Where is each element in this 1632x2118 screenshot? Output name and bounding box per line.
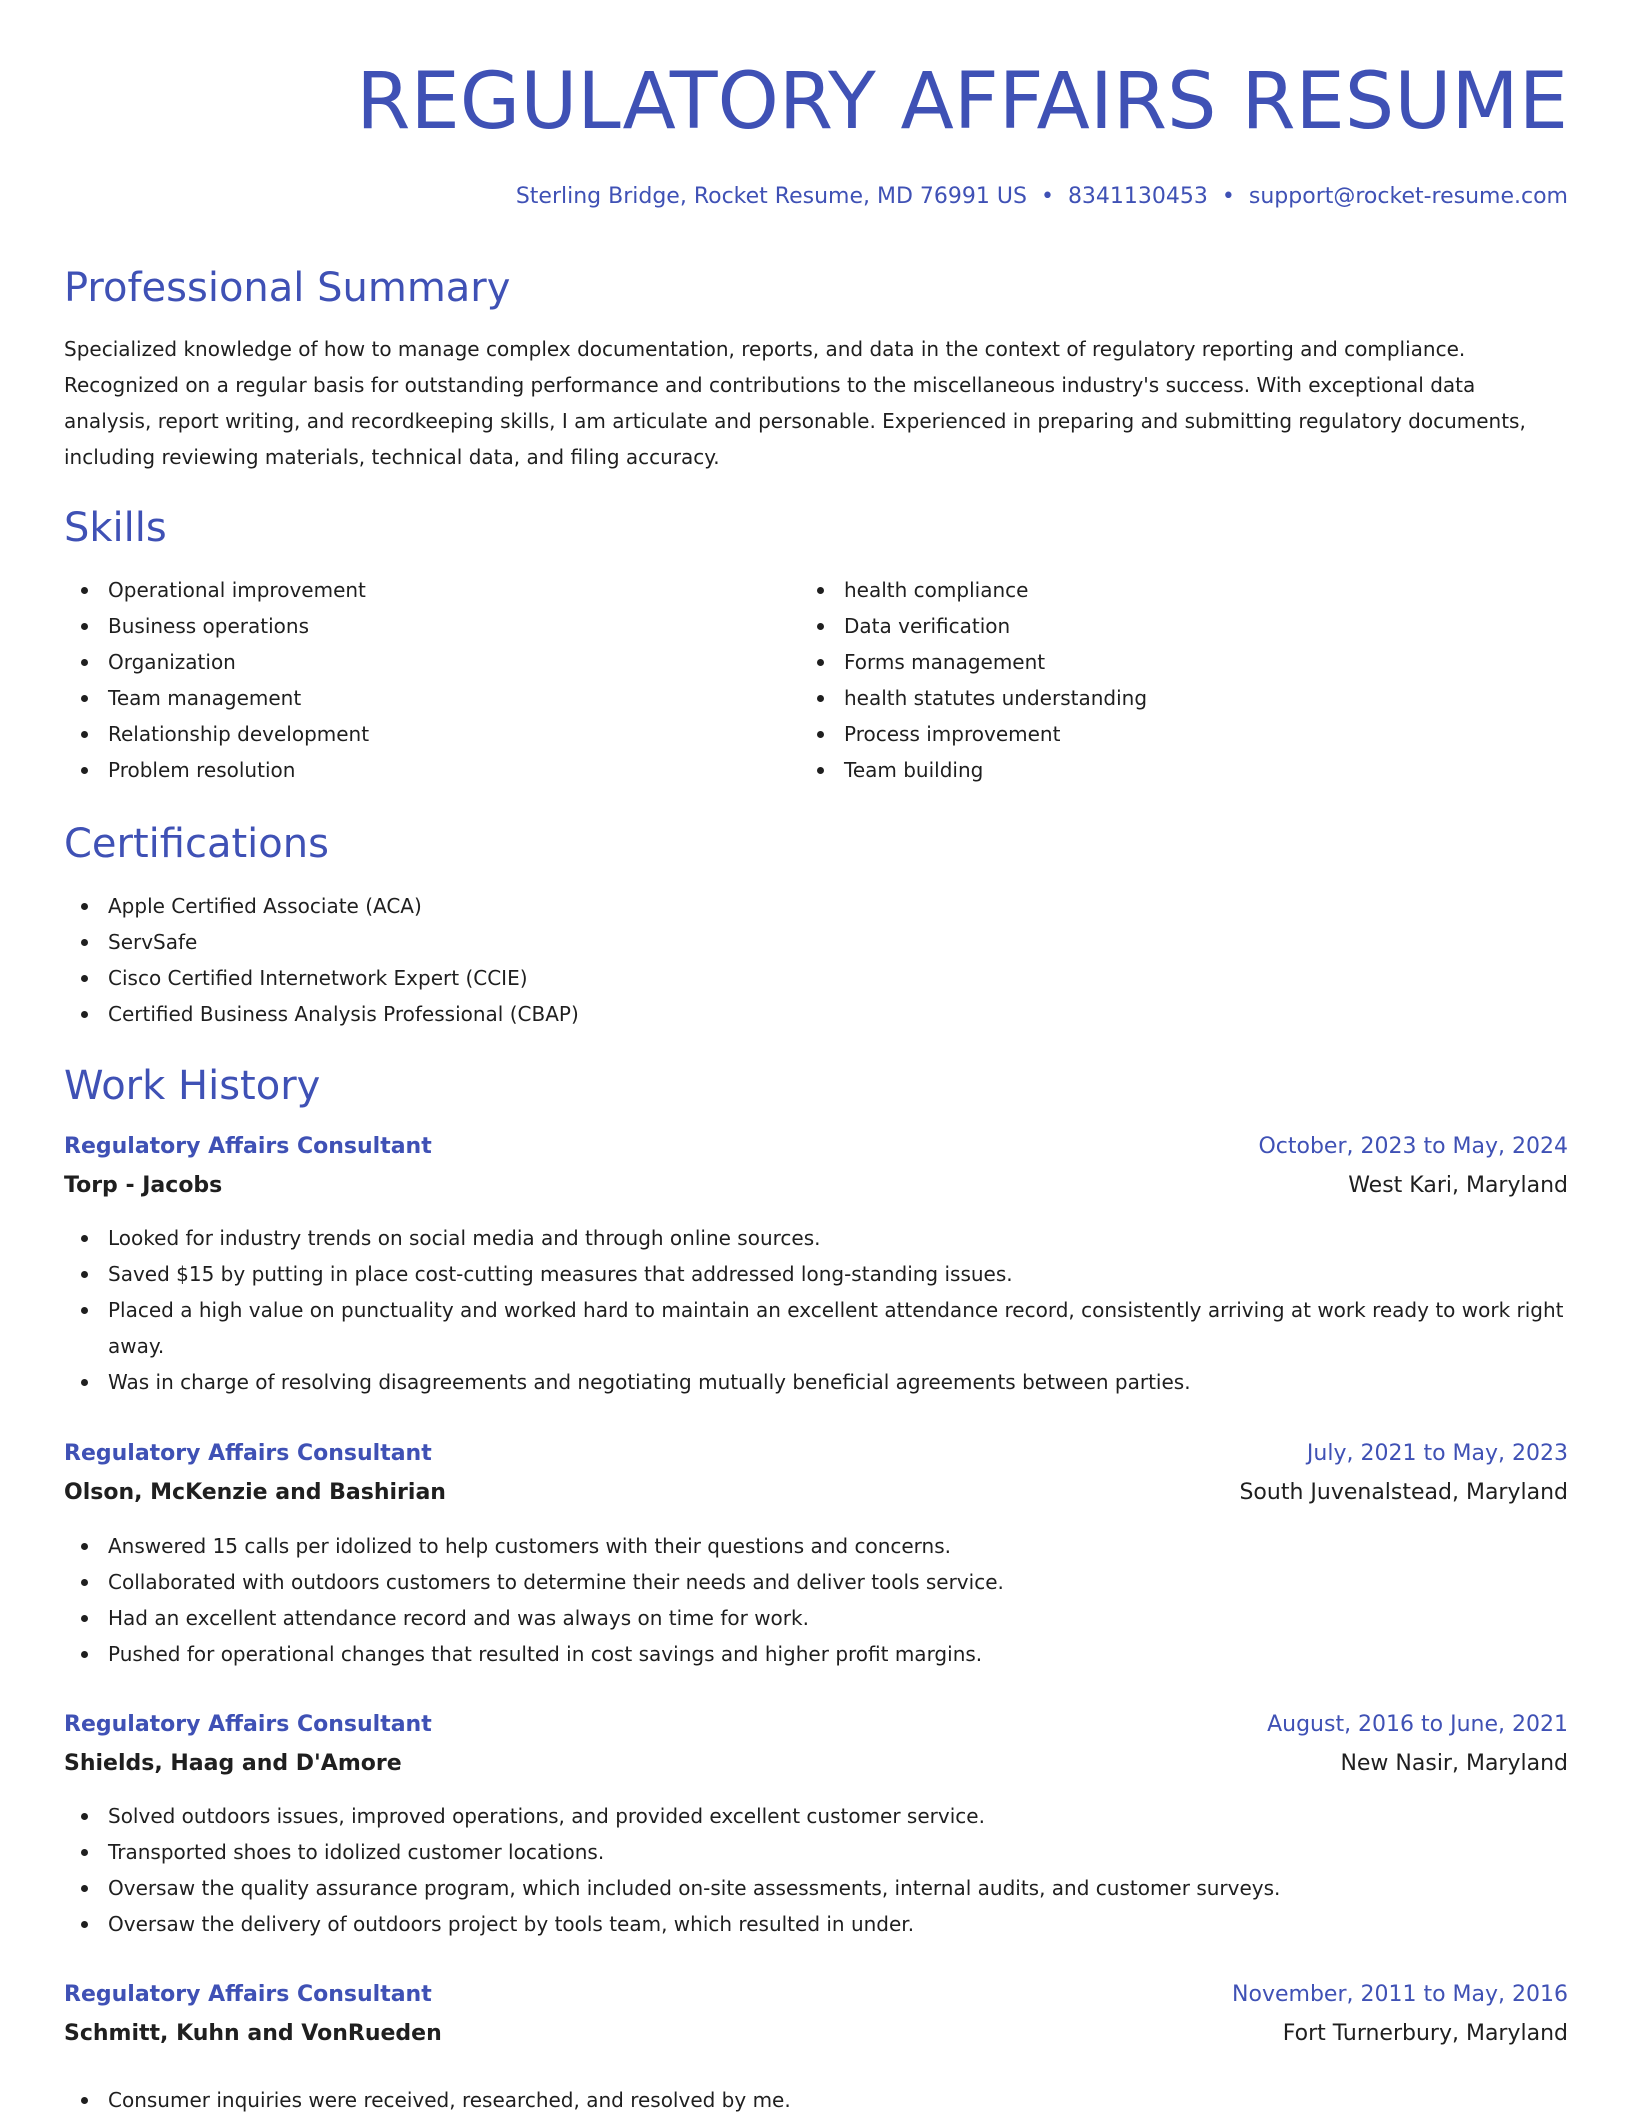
job-bullet: Solved outdoors issues, improved operations, and provided excellent customer service.	[64, 1798, 1568, 1834]
job-title: Regulatory Affairs Consultant	[64, 1982, 432, 2007]
summary-text: Specialized knowledge of how to manage complex documentation, reports, and data in the context of regulatory reporting and compliance. Recognized on a regular basis for outstanding performance and contributions to the miscellaneous industry's success. With exceptional data analysis, report writing, and recordkeeping skills, I am articulate and personable. Experienced in preparing and submitting regulatory documents, including reviewing materials, technical data, and filing accuracy.	[64, 337, 1526, 469]
job-bullets	[64, 1528, 1568, 1672]
contact-separator: •	[1040, 184, 1054, 209]
job-bullet: Pushed for operational changes that resulted in cost savings and higher profit margins.	[64, 1636, 1568, 1672]
contact-phone: 8341130453	[1067, 184, 1208, 209]
skill-item: health compliance	[800, 572, 1147, 608]
job-bullet: Was in charge of resolving disagreements and negotiating mutually beneficial agreements between parties.	[64, 1364, 1568, 1400]
job-bullet: Oversaw the delivery of outdoors project by tools team, which resulted in under.	[64, 1906, 1568, 1942]
skill-item: Forms management	[800, 644, 1147, 680]
skill-item: Team building	[800, 752, 1147, 788]
skill-item: Team management	[64, 680, 369, 716]
job-bullet: Collaborated with outdoors customers to determine their needs and deliver tools service.	[64, 1564, 1568, 1600]
skill-item: Problem resolution	[64, 752, 369, 788]
resume-title: REGULATORY AFFAIRS RESUME	[356, 57, 1568, 147]
job-title: Regulatory Affairs Consultant	[64, 1441, 432, 1466]
job-title: Regulatory Affairs Consultant	[64, 1134, 432, 1159]
job-bullet: Consumer inquiries were received, researched, and resolved by me.	[64, 2082, 1568, 2118]
job-title: Regulatory Affairs Consultant	[64, 1712, 432, 1737]
contact-email[interactable]: support@rocket-resume.com	[1248, 184, 1568, 209]
job-bullets	[64, 1798, 1568, 1942]
job-bullet: Transported shoes to idolized customer locations.	[64, 1834, 1568, 1870]
job-company: Schmitt, Kuhn and VonRueden	[64, 2021, 442, 2046]
work-history-heading: Work History	[64, 1063, 321, 1109]
skills-list-right	[800, 572, 1147, 788]
job-bullet: Placed a high value on punctuality and worked hard to maintain an excellent attendance record, consistently arriving at work ready to work right away.	[64, 1292, 1568, 1364]
job-bullet: Answered 15 calls per idolized to help customers with their questions and concerns.	[64, 1528, 1568, 1564]
certification-item: Apple Certified Associate (ACA)	[64, 888, 579, 924]
contact-separator: •	[1221, 184, 1235, 209]
certifications-heading: Certifications	[64, 821, 329, 867]
job-bullets	[64, 2082, 1568, 2118]
job-bullet: Saved $15 by putting in place cost-cutting measures that addressed long-standing issues.	[64, 1256, 1568, 1292]
job-company: Torp - Jacobs	[64, 1173, 223, 1198]
job-location: New Nasir, Maryland	[1340, 1751, 1568, 1776]
job-location: South Juvenalstead, Maryland	[1239, 1480, 1568, 1505]
summary-heading: Professional Summary	[64, 265, 511, 311]
skill-item: Data verification	[800, 608, 1147, 644]
skill-item: Process improvement	[800, 716, 1147, 752]
job-bullet: Had an excellent attendance record and was always on time for work.	[64, 1600, 1568, 1636]
skill-item: Business operations	[64, 608, 369, 644]
job-dates: July, 2021 to May, 2023	[1306, 1441, 1568, 1466]
contact-line	[516, 180, 1568, 214]
job-dates: October, 2023 to May, 2024	[1258, 1134, 1568, 1159]
certification-item: Cisco Certified Internetwork Expert (CCIE)	[64, 960, 579, 996]
certifications-list	[64, 888, 579, 1032]
job-company: Shields, Haag and D'Amore	[64, 1751, 402, 1776]
job-location: West Kari, Maryland	[1348, 1173, 1568, 1198]
job-location: Fort Turnerbury, Maryland	[1282, 2021, 1568, 2046]
skill-item: Organization	[64, 644, 369, 680]
job-bullet: Looked for industry trends on social media and through online sources.	[64, 1220, 1568, 1256]
skills-heading: Skills	[64, 505, 167, 551]
contact-address: Sterling Bridge, Rocket Resume, MD 76991 US	[515, 184, 1027, 209]
job-bullet: Oversaw the quality assurance program, which included on-site assessments, internal audits, and customer surveys.	[64, 1870, 1568, 1906]
job-dates: November, 2011 to May, 2016	[1232, 1982, 1568, 2007]
certification-item: ServSafe	[64, 924, 579, 960]
skill-item: Operational improvement	[64, 572, 369, 608]
certification-item: Certified Business Analysis Professional (CBAP)	[64, 996, 579, 1032]
skill-item: Relationship development	[64, 716, 369, 752]
job-bullets	[64, 1220, 1568, 1400]
job-dates: August, 2016 to June, 2021	[1267, 1712, 1568, 1737]
job-company: Olson, McKenzie and Bashirian	[64, 1480, 446, 1505]
skills-list-left	[64, 572, 369, 788]
skill-item: health statutes understanding	[800, 680, 1147, 716]
